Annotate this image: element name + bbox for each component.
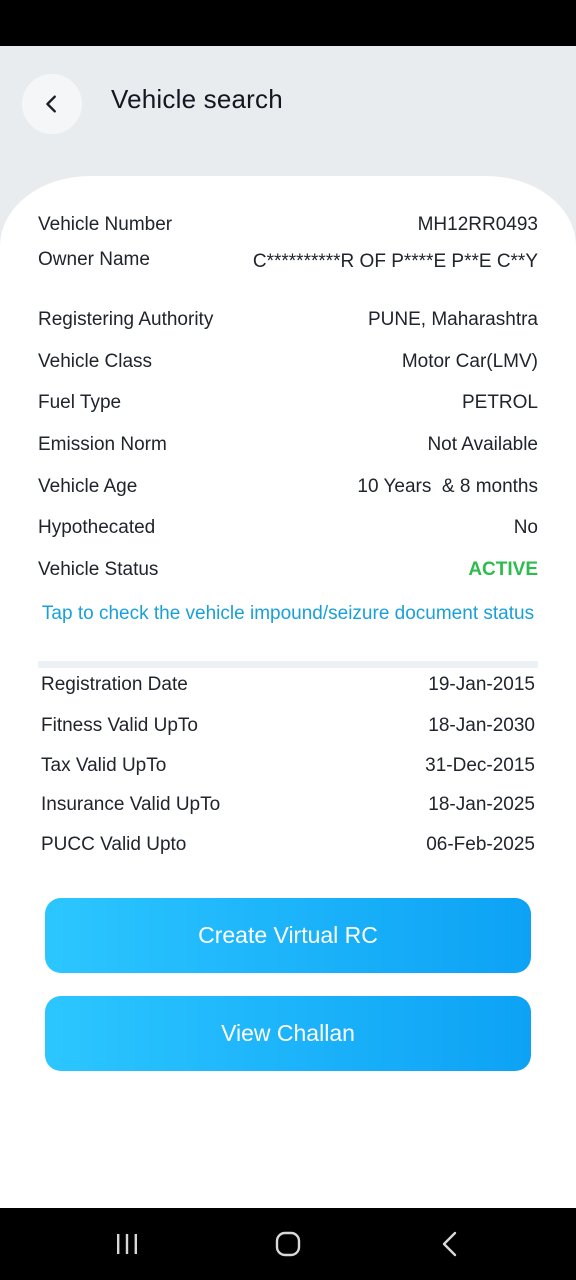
validity-row-registration-date xyxy=(41,674,535,696)
detail-value: PUNE, Maharashtra xyxy=(367,309,538,330)
validity-value: 18-Jan-2025 xyxy=(428,794,535,815)
chevron-left-icon xyxy=(41,93,63,115)
validity-label: PUCC Valid Upto xyxy=(41,834,187,855)
detail-row-vehicle-status xyxy=(38,559,538,581)
detail-label: Vehicle Number xyxy=(38,214,173,235)
home-icon[interactable] xyxy=(274,1230,302,1258)
header xyxy=(0,46,576,176)
validity-value: 19-Jan-2015 xyxy=(428,674,535,695)
validity-label: Fitness Valid UpTo xyxy=(41,715,198,736)
validity-label: Insurance Valid UpTo xyxy=(41,794,221,815)
detail-value: MH12RR0493 xyxy=(417,214,538,235)
validity-value: 31-Dec-2015 xyxy=(425,755,535,776)
status-bar xyxy=(0,0,576,46)
detail-value: Motor Car(LMV) xyxy=(401,351,538,372)
back-icon[interactable] xyxy=(438,1230,462,1258)
validity-row-fitness xyxy=(41,715,535,737)
detail-label: Owner Name xyxy=(38,249,150,270)
page-title: Vehicle search xyxy=(111,84,283,114)
detail-row-fuel-type xyxy=(38,392,538,414)
detail-value: PETROL xyxy=(461,392,538,413)
detail-row-vehicle-class xyxy=(38,351,538,373)
detail-value: No xyxy=(513,517,538,538)
detail-label: Vehicle Status xyxy=(38,559,159,580)
divider xyxy=(38,661,538,668)
detail-label: Hypothecated xyxy=(38,517,156,538)
status-badge: ACTIVE xyxy=(468,559,538,580)
detail-value: Not Available xyxy=(427,434,538,455)
system-nav-bar xyxy=(0,1208,576,1280)
detail-label: Vehicle Class xyxy=(38,351,153,372)
detail-value: 10 Years & 8 months xyxy=(357,476,538,497)
validity-value: 06-Feb-2025 xyxy=(426,834,535,855)
recents-icon[interactable] xyxy=(115,1230,139,1258)
create-virtual-rc-button[interactable]: Create Virtual RC xyxy=(45,898,531,973)
validity-label: Tax Valid UpTo xyxy=(41,755,167,776)
detail-label: Fuel Type xyxy=(38,392,122,413)
detail-row-registering-authority xyxy=(38,309,538,331)
view-challan-button[interactable]: View Challan xyxy=(45,996,531,1071)
detail-label: Vehicle Age xyxy=(38,476,138,497)
detail-row-hypothecated xyxy=(38,517,538,539)
detail-value: C**********R OF P****E P**E C**Y xyxy=(252,251,538,272)
impound-status-link[interactable]: Tap to check the vehicle impound/seizure document status xyxy=(41,603,535,624)
detail-row-vehicle-number xyxy=(38,214,538,236)
detail-row-vehicle-age xyxy=(38,476,538,498)
detail-label: Registering Authority xyxy=(38,309,214,330)
validity-row-insurance xyxy=(41,794,535,816)
validity-row-pucc xyxy=(41,834,535,856)
detail-label: Emission Norm xyxy=(38,434,167,455)
back-button[interactable] xyxy=(22,74,82,134)
detail-row-emission-norm xyxy=(38,434,538,456)
detail-row-owner-name xyxy=(38,249,538,274)
validity-value: 18-Jan-2030 xyxy=(428,715,535,736)
validity-row-tax xyxy=(41,755,535,777)
validity-label: Registration Date xyxy=(41,674,188,695)
